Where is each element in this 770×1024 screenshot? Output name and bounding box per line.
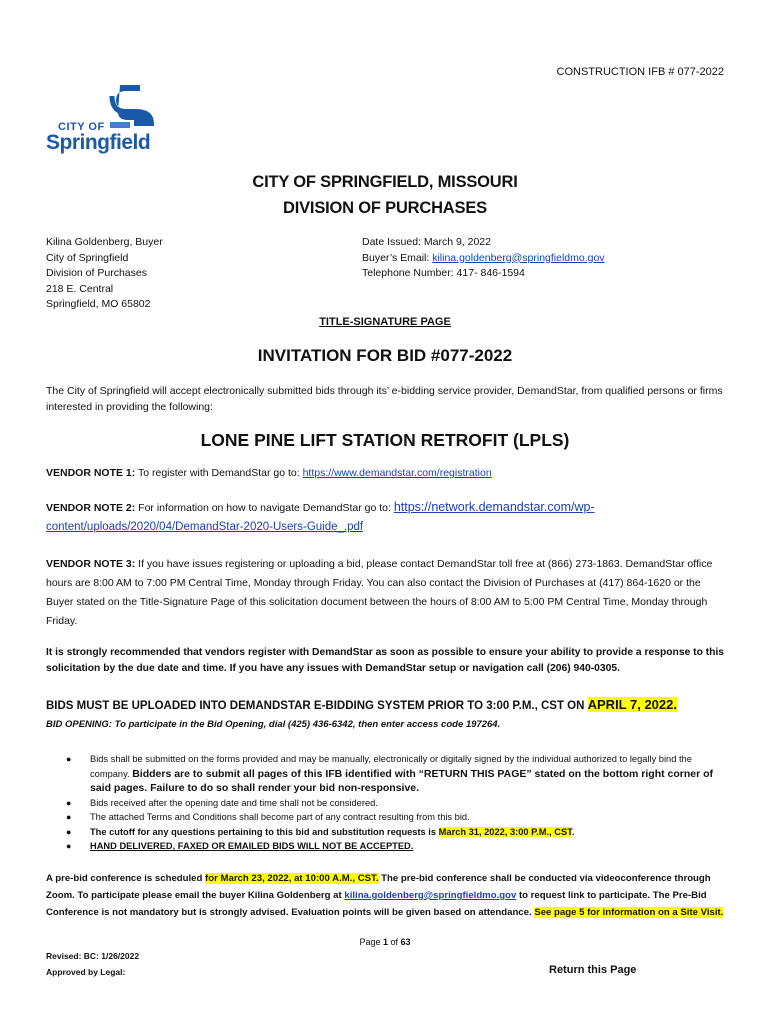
bullet-5-text: HAND DELIVERED, FAXED OR EMAILED BIDS WILL NOT BE ACCEPTED.	[90, 841, 414, 851]
registration-link[interactable]: https://www.demandstar.com/registration	[302, 467, 492, 479]
buyer-address	[46, 235, 163, 313]
bullet-icon: ●	[66, 826, 72, 837]
deadline-text: BIDS MUST BE UPLOADED INTO DEMANDSTAR E-BIDDING SYSTEM PRIOR TO 3:00 P.M., CST ON	[46, 700, 588, 712]
prebid-text-1: A pre-bid conference is scheduled	[46, 873, 206, 884]
prebid-text-3: to request link to participate. The Pre-Bid Conference is not mandatory but is strongly advised. Evaluation points will be given based on attendance.	[46, 890, 707, 918]
bullet-4-text: The cutoff for any questions pertaining to this bid and substitution requests is	[90, 826, 439, 837]
approved-note: Approved by Legal:	[46, 967, 126, 977]
bullet-4-date: March 31, 2022, 3:00 P.M., CST	[438, 826, 572, 837]
vendor-note-2-text: For information on how to navigate DemandStar go to:	[135, 502, 394, 514]
address-line: Division of Purchases	[46, 267, 147, 279]
bid-opening-note: BID OPENING: To participate in the Bid Opening, dial (425) 436-6342, then enter access code 197264.	[46, 719, 501, 730]
list-item	[66, 752, 726, 796]
vendor-note-3-label: VENDOR NOTE 3:	[46, 558, 136, 570]
bullet-icon: ●	[66, 841, 72, 851]
address-line: Springfield, MO 65802	[46, 298, 151, 310]
telephone: Telephone Number: 417- 846-1594	[362, 267, 525, 279]
list-item	[66, 825, 726, 840]
address-line: City of Springfield	[46, 251, 129, 264]
site-visit-note: See page 5 for information on a Site Visit.	[534, 907, 724, 918]
date-issued: Date Issued: March 9, 2022	[362, 236, 491, 248]
list-item	[66, 810, 726, 825]
page-of: of	[388, 937, 401, 947]
bullet-icon: ●	[66, 797, 72, 808]
page-number	[0, 937, 770, 947]
logo-text-springfield: Springfield	[46, 131, 151, 154]
email-label: Buyer’s Email:	[362, 251, 433, 264]
prebid-conference-paragraph	[46, 870, 726, 921]
page-prefix: Page	[359, 937, 383, 947]
org-title: CITY OF SPRINGFIELD, MISSOURI	[252, 173, 518, 191]
vendor-note-1-text: To register with DemandStar go to:	[135, 467, 303, 479]
bullet-icon: ●	[66, 812, 72, 822]
vendor-note-3	[46, 555, 726, 631]
return-this-page: Return this Page	[549, 964, 637, 976]
page-total: 63	[400, 937, 411, 947]
bullet-1-bold: Bidders are to submit all pages of this IFB identified with “RETURN THIS PAGE” stated on the bottom right corner of said pages. Failure to do so shall render your bid non-responsive.	[90, 767, 714, 794]
revised-note: Revised: BC: 1/26/2022	[46, 951, 140, 961]
prebid-email-link[interactable]: kilina.goldenberg@springfieldmo.gov	[344, 890, 517, 901]
buyer-email-link[interactable]: kilina.goldenberg@springfieldmo.gov	[432, 251, 605, 264]
bullet-4-end: .	[571, 826, 575, 837]
invitation-title: INVITATION FOR BID #077-2022	[257, 346, 513, 365]
bullet-2-text: Bids received after the opening date and time shall not be considered.	[90, 797, 378, 808]
deadline-date: APRIL 7, 2022.	[587, 697, 677, 712]
vendor-note-1-label: VENDOR NOTE 1:	[46, 467, 136, 479]
vendor-note-3-text: If you have issues registering or uploading a bid, please contact DemandStar toll free at (866) 273-1863. DemandStar office hours are 8:00 AM to 7:00 PM Central Time, Monday through Friday. You can also contact the Division of Purchases at (417) 864-1620 or the Buyer stated on the Title-Signature Page of this solicitation document between the hours of 8:00 AM to 5:00 PM Central Time, Monday through Friday.	[46, 558, 713, 627]
prebid-date: for March 23, 2022, at 10:00 A.M., CST.	[205, 873, 379, 884]
users-guide-link-part1[interactable]: https://network.demandstar.com/wp-	[393, 500, 595, 514]
users-guide-link-part2[interactable]: content/uploads/2020/04/DemandStar-2020-Users-Guide_.pdf	[46, 521, 364, 533]
list-item	[66, 796, 726, 811]
contact-info	[362, 235, 605, 282]
bullet-3-text: The attached Terms and Conditions shall become part of any contract resulting from this bid.	[90, 812, 470, 822]
logo-text-city: CITY OF	[58, 121, 105, 133]
address-line: Kilina Goldenberg, Buyer	[46, 236, 163, 248]
intro-paragraph: The City of Springfield will accept electronically submitted bids through its’ e-bidding service provider, DemandStar, from qualified persons or firms interested in providing the following:	[46, 385, 723, 413]
page-current: 1	[382, 937, 388, 947]
bullet-icon: ●	[66, 754, 72, 764]
deadline-notice	[46, 697, 677, 712]
buyer-email-line	[362, 251, 605, 267]
list-item	[66, 839, 726, 854]
ifb-reference: CONSTRUCTION IFB # 077-2022	[556, 66, 724, 78]
bullet-1-text: Bids shall be submitted on the forms provided and may be manually, electronically or digitally signed by the individual authorized to legally bind the company.	[90, 754, 692, 779]
vendor-note-1	[46, 466, 726, 482]
bid-requirements-list	[66, 752, 726, 854]
city-logo	[46, 82, 161, 158]
vendor-note-2	[46, 498, 726, 537]
prebid-text-2: The pre-bid conference shall be conducted via videoconference through Zoom. To participate please email the buyer Kilina Goldenberg at	[46, 873, 711, 901]
division-title: DIVISION OF PURCHASES	[283, 199, 487, 217]
vendor-note-2-label: VENDOR NOTE 2:	[46, 502, 136, 514]
recommendation-paragraph: It is strongly recommended that vendors register with DemandStar as soon as possible to ensure your ability to provide a response to this solicitation by the due date and time. If you have any issues with DemandStar setup or navigation call (206) 940-0305.	[46, 647, 725, 674]
address-line: 218 E. Central	[46, 282, 114, 295]
project-title: LONE PINE LIFT STATION RETROFIT (LPLS)	[200, 430, 570, 450]
section-title: TITLE-SIGNATURE PAGE	[319, 316, 451, 328]
